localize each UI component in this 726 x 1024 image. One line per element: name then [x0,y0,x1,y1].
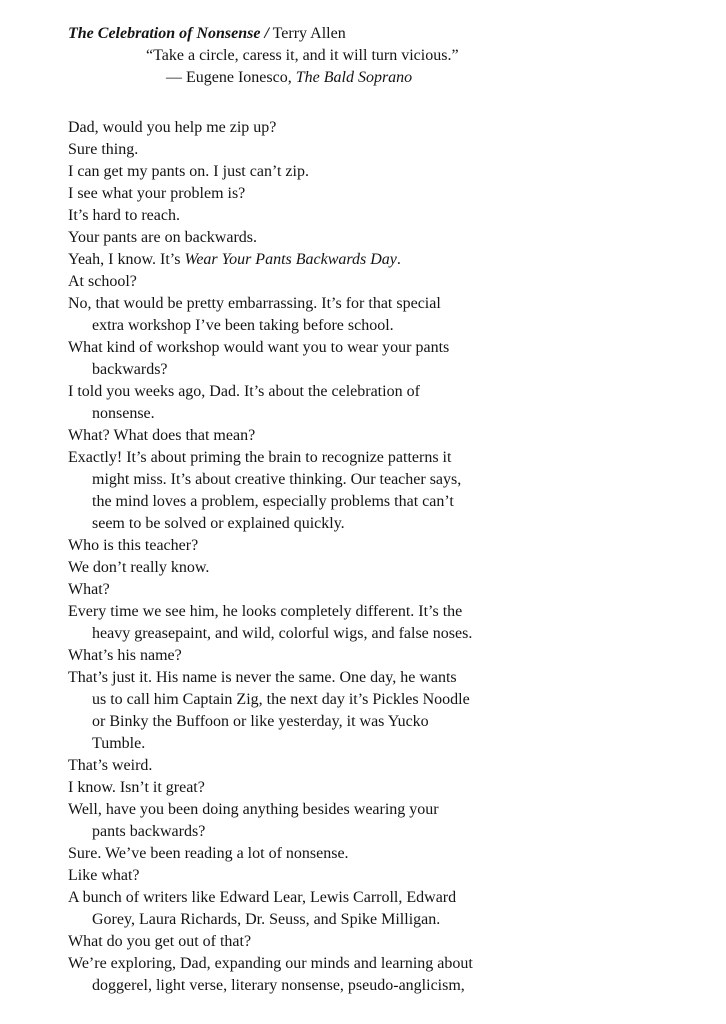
poem-line: might miss. It’s about creative thinking. Our teacher says, [92,471,462,488]
poem-line: What’s his name? [68,647,182,664]
poem-line: It’s hard to reach. [68,207,180,224]
poem-line: the mind loves a problem, especially problems that can’t [92,493,454,510]
poem-line: us to call him Captain Zig, the next day it’s Pickles Noodle [92,691,470,708]
epigraph-quote: “Take a circle, caress it, and it will turn vicious.” [146,47,459,64]
epigraph-attribution [166,67,686,89]
epigraph-attribution-name: — Eugene Ionesco, [166,69,292,86]
poem-line: At school? [68,273,137,290]
poem-line: What do you get out of that? [68,933,252,950]
poem-line: I know. Isn’t it great? [68,779,205,796]
epigraph-source-title: The Bald Soprano [295,69,413,86]
title-line [68,23,686,45]
poem-line: What kind of workshop would want you to wear your pants [68,339,450,356]
poem-line: What? What does that mean? [68,427,256,444]
poem-line: doggerel, light verse, literary nonsense, pseudo-anglicism, [92,977,465,994]
poem-line: Tumble. [92,735,146,752]
poem-line: We’re exploring, Dad, expanding our minds and learning about [68,955,473,972]
poem-line: Exactly! It’s about priming the brain to recognize patterns it [68,449,452,466]
poem-line: extra workshop I’ve been taking before school. [92,317,394,334]
poem-line: I can get my pants on. I just can’t zip. [68,163,309,180]
poem-line: Sure thing. [68,141,139,158]
poem-line: A bunch of writers like Edward Lear, Lewis Carroll, Edward [68,889,457,906]
poem-line: Sure. We’ve been reading a lot of nonsense. [68,845,349,862]
poem-line: nonsense. [92,405,155,422]
poem-line: That’s weird. [68,757,153,774]
poem-line: Yeah, I know. It’s Wear Your Pants Backwards Day. [68,251,401,268]
poem-header [68,23,686,89]
poem-line: backwards? [92,361,168,378]
poem-line: Gorey, Laura Richards, Dr. Seuss, and Spike Milligan. [92,911,441,928]
poem-line: Who is this teacher? [68,537,199,554]
poem-line: or Binky the Buffoon or like yesterday, it was Yucko [92,713,429,730]
poem-line: We don’t really know. [68,559,210,576]
poem-line: Well, have you been doing anything besides wearing your [68,801,439,818]
poem-line: That’s just it. His name is never the same. One day, he wants [68,669,457,686]
poem-line: heavy greasepaint, and wild, colorful wigs, and false noses. [92,625,473,642]
poem-line: I see what your problem is? [68,185,246,202]
poem-author: Terry Allen [272,25,346,42]
poem-line: Like what? [68,867,140,884]
poem-line: pants backwards? [92,823,206,840]
page-title: The Celebration of Nonsense / [68,25,269,42]
poem-line: No, that would be pretty embarrassing. It’s for that special [68,295,441,312]
poem-line: What? [68,581,110,598]
poem-line: Dad, would you help me zip up? [68,119,277,136]
poem-line: Your pants are on backwards. [68,229,257,246]
poem-body [68,117,686,997]
poem-line: Every time we see him, he looks completely different. It’s the [68,603,463,620]
poem-line: seem to be solved or explained quickly. [92,515,345,532]
poem-line: I told you weeks ago, Dad. It’s about the celebration of [68,383,420,400]
